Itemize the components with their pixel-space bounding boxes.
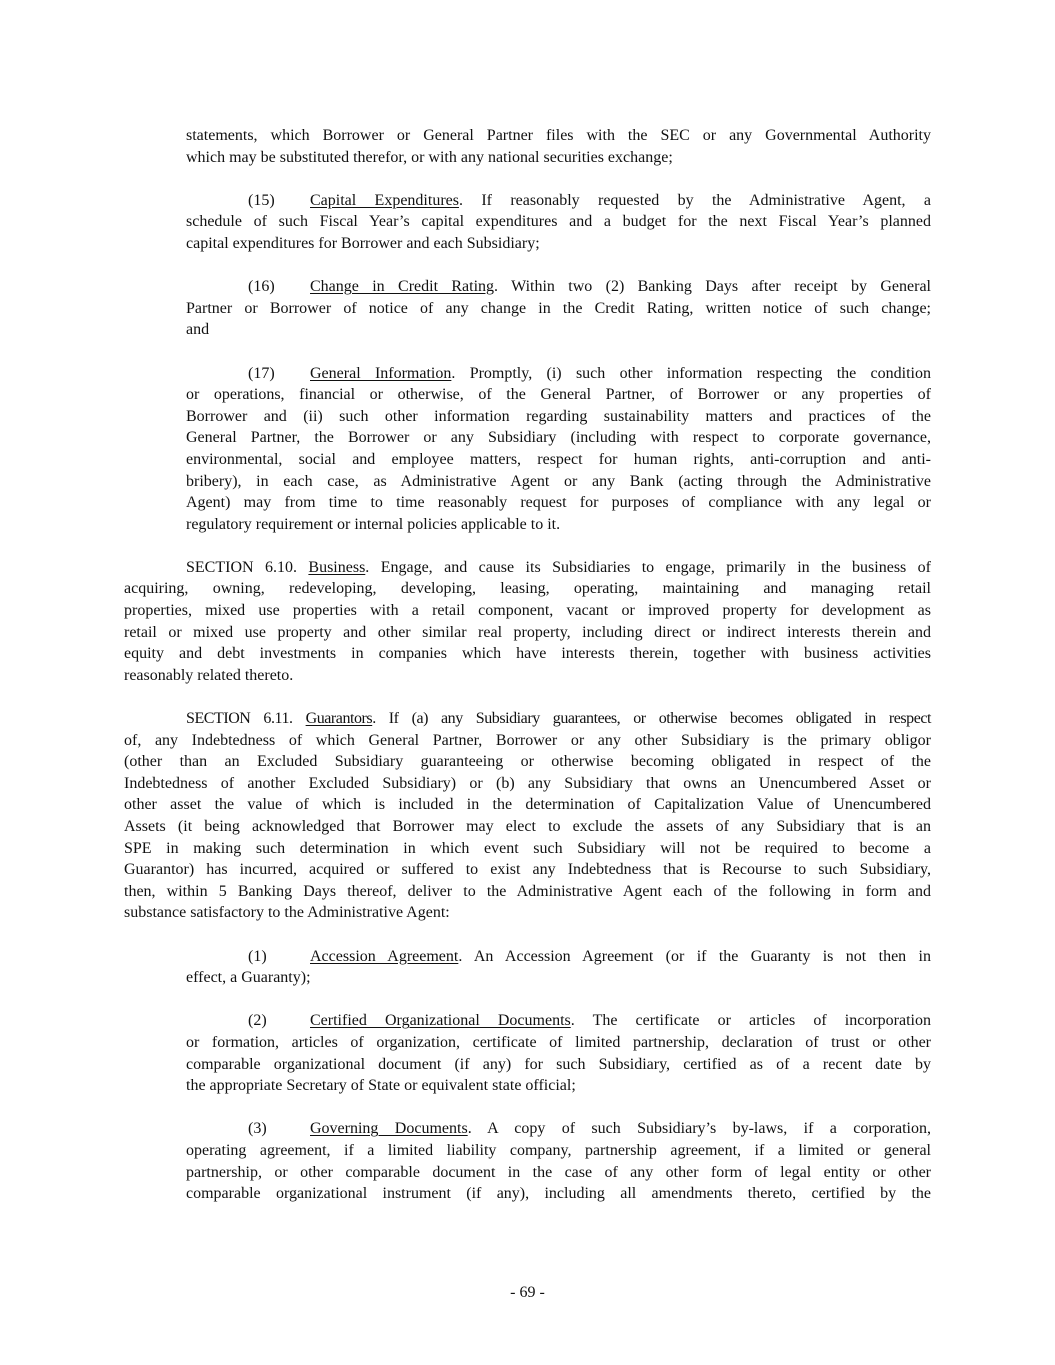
item-number: (15) [248,191,275,209]
section-number: SECTION 6.10. [186,558,309,576]
text-line: or operations, financial or otherwise, of the General Partner, of Borrower or any properties of [186,386,931,404]
paragraph [186,125,931,168]
text-line [186,1118,931,1140]
text-line [186,946,931,968]
section-heading: Certified Organizational Documents [310,1012,571,1030]
text-line [186,190,931,212]
text-line: substance satisfactory to the Administrative Agent: [124,904,450,922]
text-line: other asset the value of which is included in the determination of Capitalization Value of Unencumbered [124,796,931,814]
list-item [186,276,931,341]
text-run: . If (a) any Subsidiary guarantees, or otherwise becomes obligated in respect [372,710,931,728]
item-number: (2) [248,1012,267,1030]
section-heading: Governing Documents [310,1120,468,1138]
section-heading: General Information [310,364,452,382]
text-run: . Promptly, (i) such other information respecting the condition [451,364,931,382]
text-line: which may be substituted therefor, or with any national securities exchange; [186,148,673,166]
item-number: (17) [248,364,275,382]
section-heading: Guarantors [305,710,373,728]
text-line: Guarantor) has incurred, acquired or suffered to exist any Indebtedness that is Recourse to such Subsidiary, [124,861,931,879]
text-line: comparable organizational document (if any) for such Subsidiary, certified as of a recent date by [186,1055,931,1073]
text-line: partnership, or other comparable document in the case of any other form of legal entity or other [186,1163,931,1181]
text-line [124,557,931,579]
text-line: regulatory requirement or internal policies applicable to it. [186,515,561,533]
text-line: effect, a Guaranty); [186,969,311,987]
text-line: and [186,321,210,339]
text-run: . Within two (2) Banking Days after receipt by General [494,278,931,296]
text-line: retail or mixed use property and other similar real property, including direct or indirect interests therein and [124,623,931,641]
text-line: schedule of such Fiscal Year’s capital expenditures and a budget for the next Fiscal Year’s planned [186,213,931,231]
text-line: Partner or Borrower of notice of any change in the Credit Rating, written notice of such change; [186,299,931,317]
section-heading: Accession Agreement [310,947,459,965]
text-line [124,708,931,730]
text-line: Assets (it being acknowledged that Borrower may elect to exclude the assets of any Subsidiary that is an [124,818,931,835]
text-line: SPE in making such determination in which event such Subsidiary will not be required to become a [124,839,931,857]
page-number: - 69 - [510,1284,545,1301]
list-item [186,1118,931,1204]
section-heading: Business [308,558,366,576]
text-run: . If reasonably requested by the Administrative Agent, a [458,191,931,209]
section-paragraph [124,557,931,687]
text-line [186,363,931,385]
text-line: of, any Indebtedness of which General Partner, Borrower or any other Subsidiary is the primary obligor [124,731,931,749]
text-run: . The certificate or articles of incorporation [570,1012,931,1030]
text-run: . An Accession Agreement (or if the Guaranty is not then in [458,947,931,965]
text-line: (other than an Excluded Subsidiary guaranteeing or otherwise becoming obligated in respect of the [124,753,931,771]
section-number: SECTION 6.11. [186,710,306,728]
item-number: (3) [248,1120,267,1138]
text-line: Indebtedness of another Excluded Subsidiary) or (b) any Subsidiary that owns an Unencumbered Asset or [124,774,931,792]
text-line: acquiring, owning, redeveloping, developing, leasing, operating, maintaining and managing retail [124,580,931,598]
text-line [186,276,931,298]
section-paragraph [124,708,931,924]
text-line: or formation, articles of organization, certificate of limited partnership, declaration of trust or other [186,1033,931,1051]
text-line: operating agreement, if a limited liability company, partnership agreement, if a limited or general [186,1141,931,1159]
text-line [186,1010,931,1032]
list-item [186,946,931,989]
text-line: environmental, social and employee matters, respect for human rights, anti-corruption and anti- [186,450,931,468]
section-heading: Capital Expenditures [310,191,459,209]
text-line: statements, which Borrower or General Partner files with the SEC or any Governmental Authority [186,127,931,144]
section-heading: Change in Credit Rating [310,278,495,296]
item-number: (16) [248,278,275,296]
text-line: the appropriate Secretary of State or equivalent state official; [186,1077,576,1095]
text-line: equity and debt investments in companies which have interests therein, together with business activities [124,645,931,663]
text-line: General Partner, the Borrower or any Subsidiary (including with respect to corporate governance, [186,429,931,447]
document-body [124,125,931,1226]
text-line: bribery), in each case, as Administrative Agent or any Bank (acting through the Administrative [186,472,931,490]
text-line: comparable organizational instrument (if any), including all amendments thereto, certified by the [186,1185,931,1203]
list-item [186,363,931,536]
text-run: . A copy of such Subsidiary’s by-laws, if a corporation, [467,1120,931,1138]
text-line: Agent) may from time to time reasonably request for purposes of compliance with any legal or [186,494,931,512]
text-run: . Engage, and cause its Subsidiaries to engage, primarily in the business of [365,558,932,576]
text-line: properties, mixed use properties with a retail component, vacant or improved property for development as [124,602,931,620]
text-line: then, within 5 Banking Days thereof, deliver to the Administrative Agent each of the following in form and [124,882,931,900]
item-number: (1) [248,947,267,965]
text-line: reasonably related thereto. [124,666,294,684]
list-item [186,1010,931,1096]
list-item [186,190,931,255]
text-line: capital expenditures for Borrower and each Subsidiary; [186,234,540,252]
text-line: Borrower and (ii) such other information regarding sustainability matters and practices of the [186,407,931,425]
